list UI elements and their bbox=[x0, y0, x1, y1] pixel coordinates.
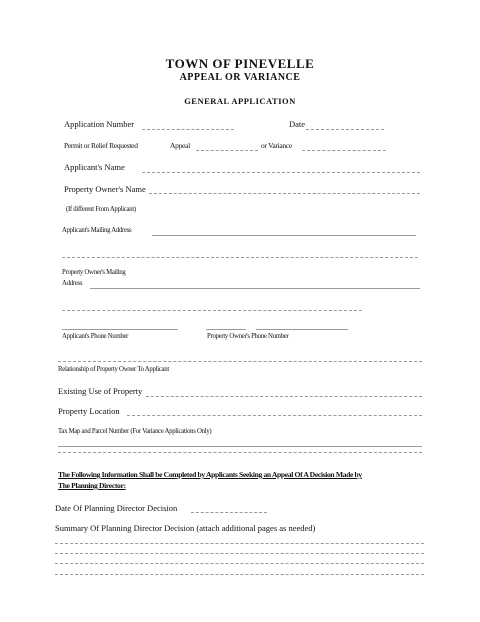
owner-mailing-line-2[interactable] bbox=[62, 310, 362, 311]
tax-map-field[interactable] bbox=[58, 446, 422, 447]
application-number-label: Application Number bbox=[64, 119, 135, 129]
summary-line-2[interactable] bbox=[55, 553, 424, 554]
permit-relief-label: Permit or Relief Requested bbox=[64, 141, 138, 150]
summary-line-1[interactable] bbox=[55, 543, 424, 544]
application-number-field[interactable] bbox=[142, 129, 234, 130]
existing-use-field[interactable] bbox=[146, 396, 422, 397]
summary-line-4[interactable] bbox=[55, 574, 424, 575]
decision-date-field[interactable] bbox=[191, 512, 267, 513]
appeal-field[interactable] bbox=[196, 150, 258, 151]
town-title: TOWN OF PINEVELLE bbox=[165, 56, 315, 71]
if-different-note: (If different From Applicant) bbox=[66, 206, 136, 213]
owner-phone-field-a[interactable] bbox=[206, 329, 246, 330]
owner-name-label: Property Owner's Name bbox=[64, 184, 146, 194]
section-title: GENERAL APPLICATION bbox=[184, 96, 296, 106]
appeal-section-heading-1: The Following Information Shall be Completed by Applicants Seeking an Appeal Of A Decision Made by bbox=[58, 470, 362, 479]
decision-date-label: Date Of Planning Director Decision bbox=[55, 503, 178, 513]
relationship-label: Relationship of Property Owner To Applicant bbox=[58, 366, 169, 373]
applicant-name-label: Applicant's Name bbox=[64, 162, 125, 172]
tax-map-label: Tax Map and Parcel Number (For Variance Applications Only) bbox=[58, 428, 212, 435]
owner-phone-label: Property Owner's Phone Number bbox=[207, 333, 289, 340]
owner-mailing-label-1: Property Owner's Mailing bbox=[62, 269, 126, 276]
owner-mailing-field[interactable] bbox=[90, 288, 420, 289]
form-title: APPEAL OR VARIANCE bbox=[179, 72, 301, 83]
applicant-mailing-label: Applicant's Mailing Address bbox=[62, 227, 132, 234]
summary-line-3[interactable] bbox=[55, 563, 424, 564]
date-label: Date bbox=[289, 119, 306, 129]
variance-label: or Variance bbox=[261, 141, 292, 150]
applicant-mailing-line-2[interactable] bbox=[62, 257, 418, 258]
applicant-name-field[interactable] bbox=[142, 172, 420, 173]
existing-use-label: Existing Use of Property bbox=[58, 386, 143, 396]
applicant-phone-field[interactable] bbox=[62, 329, 178, 330]
property-location-label: Property Location bbox=[58, 406, 120, 416]
appeal-label: Appeal bbox=[170, 141, 190, 150]
property-location-field[interactable] bbox=[127, 415, 422, 416]
applicant-phone-label: Applicant's Phone Number bbox=[62, 333, 129, 340]
variance-field[interactable] bbox=[302, 150, 386, 151]
tax-map-line-2[interactable] bbox=[58, 452, 422, 453]
owner-phone-field-b[interactable] bbox=[256, 329, 348, 330]
owner-name-field[interactable] bbox=[149, 193, 420, 194]
summary-label: Summary Of Planning Director Decision (attach additional pages as needed) bbox=[55, 523, 316, 533]
date-field[interactable] bbox=[306, 129, 384, 130]
applicant-mailing-field[interactable] bbox=[152, 235, 416, 236]
separator-line bbox=[58, 361, 422, 362]
appeal-section-heading-2: The Planning Director: bbox=[58, 481, 126, 490]
owner-mailing-label-2: Address bbox=[62, 280, 83, 287]
